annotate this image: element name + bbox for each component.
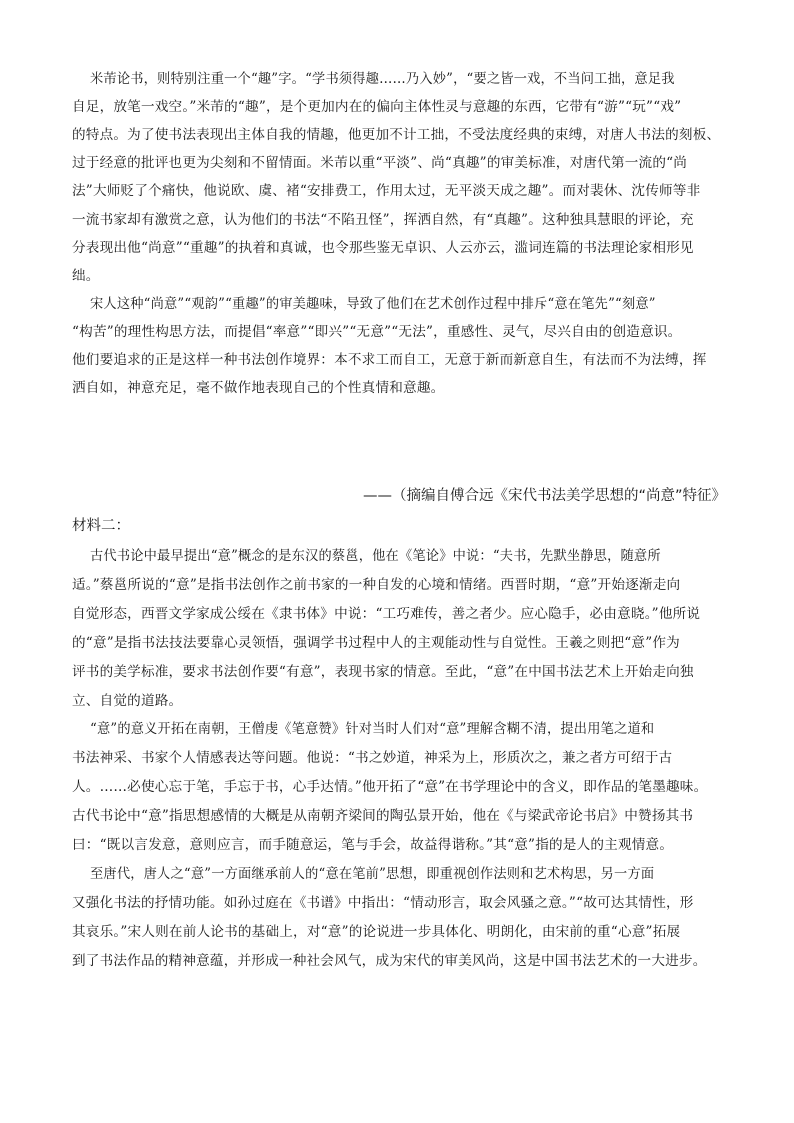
text-line: 人。……必使心忘于笔，手忘于书，心手达情。”他开拓了“意”在书学理论中的含义，即作品的笔墨趣味。 (72, 779, 708, 795)
text-line: 分表现出他“尚意”“重趣”的执着和真诚，也令那些鉴无卓识、人云亦云，滥词连篇的书法理论家相形见 (72, 240, 694, 256)
text-line: “意”的意义开拓在南朝，王僧虔《笔意赞》针对当时人们对“意”理解含糊不清，提出用笔之道和 (90, 721, 655, 737)
text-line: 他们要追求的正是这样一种书法创作境界：本不求工而自工，无意于新而新意自生，有法而不为法缚，挥 (72, 352, 707, 368)
text-line: 过于经意的批评也更为尖刻和不留情面。米芾以重“平淡”、尚“真趣”的审美标准，对唐代第一流的“尚 (72, 155, 688, 171)
text-line: 到了书法作品的精神意蕴，并形成一种社会风气，成为宋代的审美风尚，这是中国书法艺术的一大进步。 (72, 953, 707, 969)
text-line: 又强化书法的抒情功能。如孙过庭在《书谱》中指出：“情动形言，取会风骚之意。”“故可达其情性，形 (72, 895, 694, 911)
text-line: 一流书家却有激赏之意，认为他们的书法“不陷丑怪”，挥洒自然，有“真趣”。这种独具慧眼的评论，充 (72, 212, 694, 228)
text-line: 书法神采、书家个人情感表达等问题。他说：“书之妙道，神采为上，形质次之，兼之者方可绍于古 (72, 750, 673, 766)
text-line: 曰：“既以言发意，意则应言，而手随意运，笔与手会，故益得谐称。”其“意”指的是人的主观情意。 (72, 837, 674, 853)
text-line: “构苦”的理性构思方法，而提倡“率意”“即兴”“无意”“无法”，重感性、灵气，尽兴自由的创造意识。 (72, 324, 682, 340)
text-line: 其哀乐。”宋人则在前人论书的基础上，对“意”的论说进一步具体化、明朗化，由宋前的重“心意”拓展 (72, 924, 681, 940)
text-line: 绌。 (72, 268, 100, 284)
material-2-label: 材料二： (72, 518, 130, 534)
text-line: 自觉形态，西晋文学家成公绥在《隶书体》中说：“工巧难传，善之者少。应心隐手，必由意晓。”他所说 (72, 606, 701, 622)
source-citation: ——（摘编自傅合远《宋代书法美学思想的“尚意”特征》 (362, 488, 726, 504)
text-line: 宋人这种“尚意”“观韵”“重趣”的审美趣味，导致了他们在艺术创作过程中排斥“意在笔先”“刻意” (90, 296, 656, 312)
text-line: 适。”蔡邕所说的“意”是指书法创作之前书家的一种自发的心境和情绪。西晋时期，“意”开始逐渐走向 (72, 577, 681, 593)
text-line: 洒自如，神意充足，毫不做作地表现自己的个性真情和意趣。 (72, 380, 445, 396)
text-line: 古代书论中“意”指思想感情的大概是从南朝齐梁间的陶弘景开始，他在《与梁武帝论书启》中赞扬其书 (72, 808, 694, 824)
text-line: 古代书论中最早提出“意”概念的是东汉的蔡邕，他在《笔论》中说：“夫书，先默坐静思，随意所 (90, 548, 661, 564)
text-line: 的特点。为了使书法表现出主体自我的情趣，他更加不计工拙，不受法度经典的束缚，对唐人书法的刻板、 (72, 127, 721, 143)
text-line: 评书的美学标准，要求书法创作要“有意”，表现书家的情意。至此，“意”在中国书法艺术上开始走向独 (72, 664, 694, 680)
text-line: 米芾论书，则特别注重一个“趣”字。“学书须得趣……乃入妙”，“要之皆一戏，不当问工拙，意足我 (90, 71, 675, 87)
text-line: 自足，放笔一戏空。”米芾的“趣”，是个更加内在的偏向主体性灵与意趣的东西，它带有“游”“玩”“戏” (72, 99, 682, 115)
text-line: 法”大师贬了个痛快，他说欧、虞、褚“安排费工，作用太过，无平淡天成之趣”。而对裴休、沈传师等非 (72, 183, 701, 199)
text-line: 至唐代，唐人之“意”一方面继承前人的“意在笔前”思想，即重视创作法则和艺术构思，另一方面 (90, 866, 655, 882)
text-line: 立、自觉的道路。 (72, 693, 183, 709)
text-line: 的“意”是指书法技法要靠心灵领悟，强调学书过程中人的主观能动性与自觉性。王羲之则把“意”作为 (72, 635, 680, 651)
